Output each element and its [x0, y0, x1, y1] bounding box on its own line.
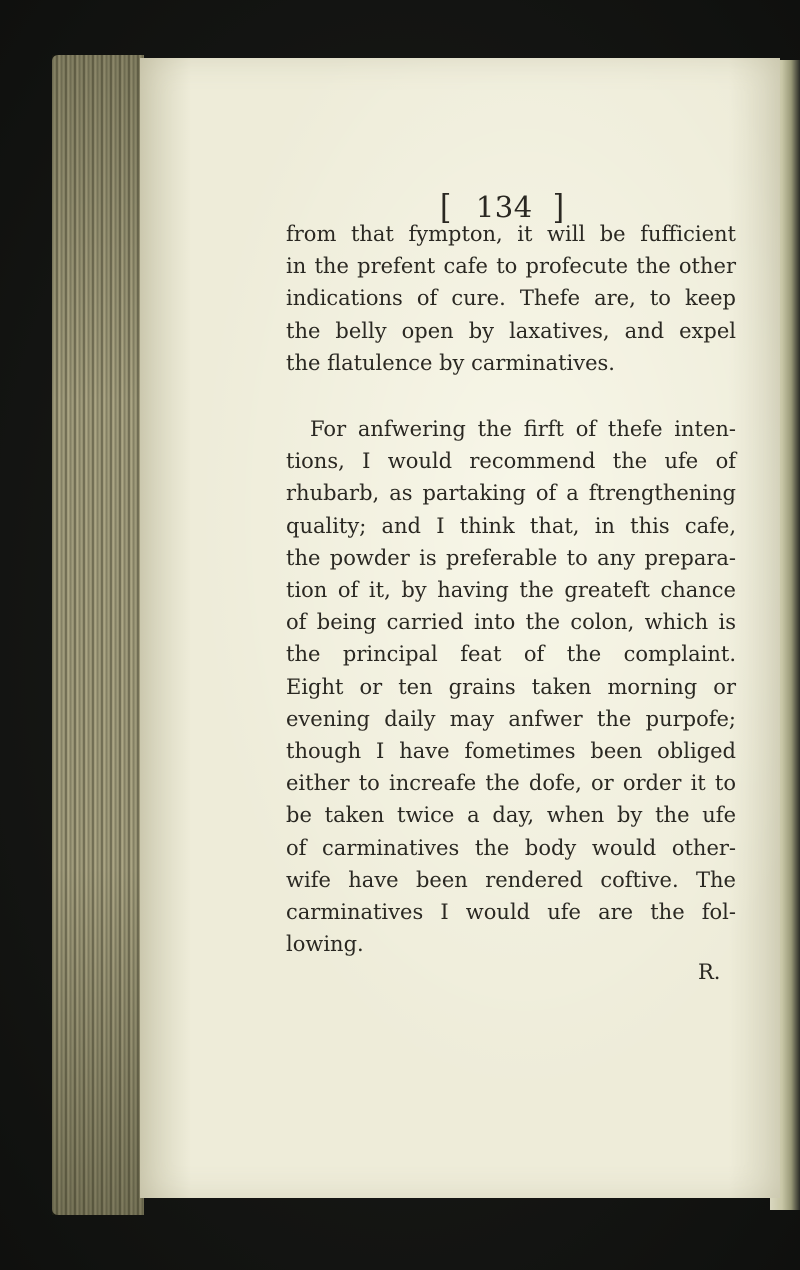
text-line: the principal feat of the complaint.: [286, 642, 736, 667]
text-line: though I have fometimes been obliged: [286, 739, 736, 764]
text-line: the belly open by laxatives, and expel: [286, 318, 736, 343]
paragraph-gap: [286, 379, 736, 413]
text-line: Eight or ten grains taken morning or: [286, 674, 736, 699]
text-line: of carminatives the body would other-: [286, 835, 736, 860]
text-line: tion of it, by having the greateft chance: [286, 578, 736, 603]
text-line: tions, I would recommend the ufe of: [286, 449, 736, 474]
text-line: rhubarb, as partaking of a ftrengthening: [286, 481, 736, 506]
page-number: 134: [475, 190, 533, 224]
text-line: carminatives I would ufe are the fol-: [286, 900, 736, 925]
text-line: the powder is preferable to any prepara-: [286, 545, 736, 570]
text-line: For anfwering the firft of thefe inten-: [310, 417, 736, 442]
text-line: either to increafe the dofe, or order it to: [286, 771, 736, 796]
catchword: R.: [698, 960, 721, 984]
text-line: from that fympton, it will be fufficient: [286, 222, 736, 246]
header-open-bracket: [: [440, 187, 452, 227]
text-line: evening daily may anfwer the purpofe;: [286, 706, 736, 731]
text-line: quality; and I think that, in this cafe,: [286, 513, 736, 538]
text-line: the flatulence by carminatives.: [286, 350, 615, 375]
header-close-bracket: ]: [552, 187, 565, 227]
text-line: be taken twice a day, when by the ufe: [286, 803, 736, 828]
text-line: of being carried into the colon, which is: [286, 610, 736, 635]
text-line: lowing.: [286, 932, 364, 957]
text-line: wife have been rendered coftive. The: [286, 867, 736, 892]
body-text: [286, 218, 736, 960]
text-line: indications of cure. Thefe are, to keep: [286, 286, 736, 311]
text-line: in the prefent cafe to profecute the other: [286, 254, 736, 279]
book-page-edges: [52, 55, 144, 1215]
